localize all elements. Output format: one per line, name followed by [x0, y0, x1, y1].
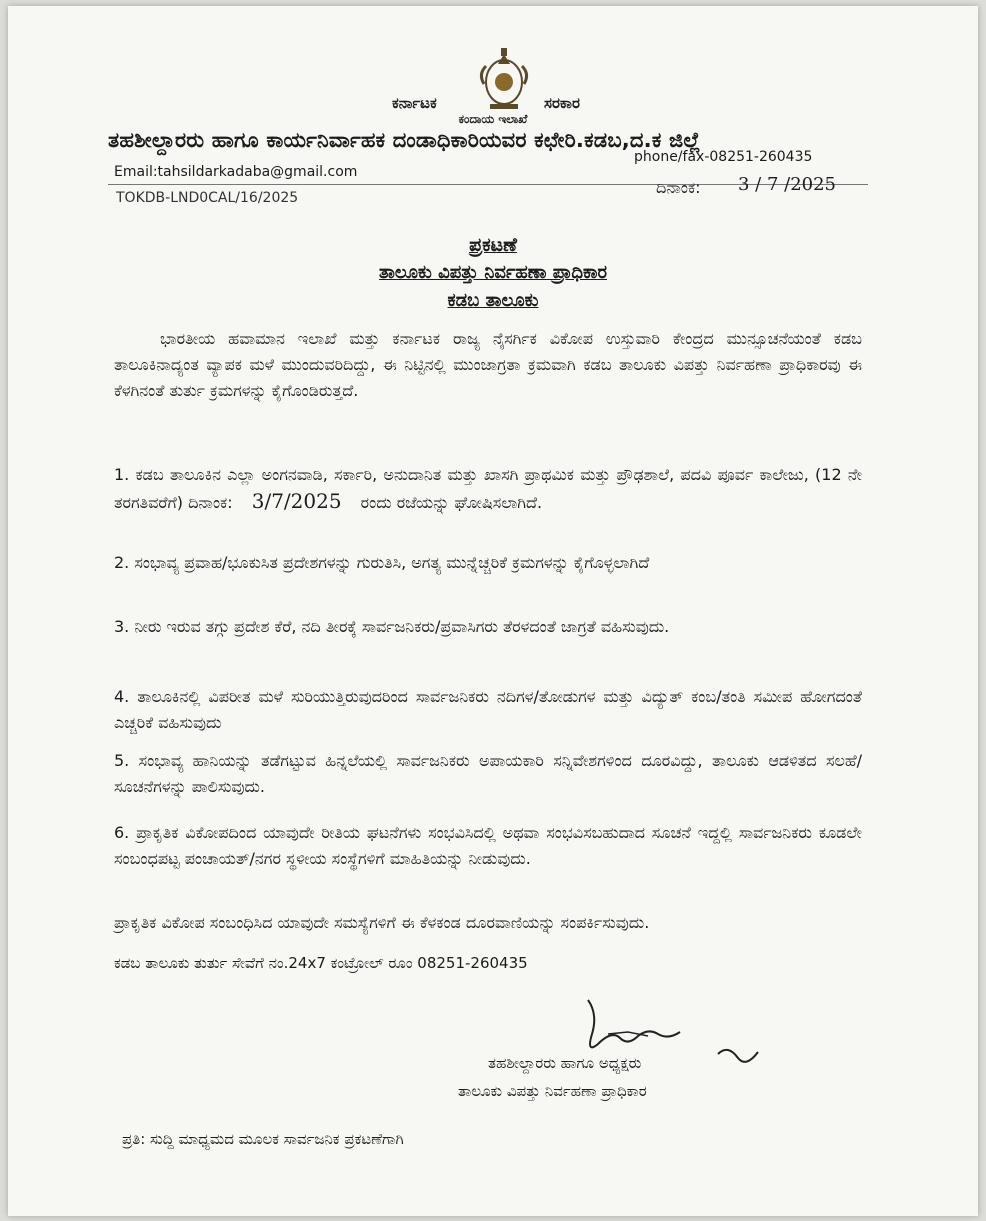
point-6: 6. ಪ್ರಾಕೃತಿಕ ವಿಕೋಪದಿಂದ ಯಾವುದೇ ರೀತಿಯ ಘಟನೆಗಳು ಸಂಭವಿಸಿದಲ್ಲಿ ಅಥವಾ ಸಂಭವಿಸಬಹುದಾದ ಸೂಚನೆ ಇದ್ದಲ್ಲಿ ಸಾರ್ವಜನಿಕರು ಕೂಡಲೇ ಸಂಬಂಧಪಟ್ಟ ಪಂಚಾಯತ್/ನಗರ ಸ್ಥಳೀಯ ಸಂಸ್ಥೆಗಳಿಗೆ ಮಾಹಿತಿಯನ್ನು ನೀಡುವುದು. [114, 823, 862, 868]
point-1-text: 1. ಕಡಬ ತಾಲೂಕಿನ ಎಲ್ಲಾ ಅಂಗನವಾಡಿ, ಸರ್ಕಾರಿ, ಅನುದಾನಿತ ಮತ್ತು ಖಾಸಗಿ ಪ್ರಾಥಮಿಕ ಮತ್ತು ಪ್ರೌಢಶಾಲೆ, ಪದವಿ ಪೂರ್ವ ಕಾಲೇಜು, (12 ನೇ ತರಗತಿವರೆಗೆ) ದಿನಾಂಕ: [114, 465, 862, 512]
government-label-left: ಕರ್ನಾಟಕ [392, 94, 437, 112]
point-1 [114, 462, 862, 516]
copy-to-note: ಪ್ರತಿ: ಸುದ್ದಿ ಮಾಧ್ಯಮದ ಮೂಲಕ ಸಾರ್ವಜನಿಕ ಪ್ರಕಟಣೆಗಾಗಿ [122, 1130, 404, 1148]
state-emblem-icon [474, 44, 534, 114]
intro-paragraph: ಭಾರತೀಯ ಹವಾಮಾನ ಇಲಾಖೆ ಮತ್ತು ಕರ್ನಾಟಕ ರಾಜ್ಯ ನೈಸರ್ಗಿಕ ವಿಕೋಪ ಉಸ್ತುವಾರಿ ಕೇಂದ್ರದ ಮುನ್ಸೂಚನೆಯಂತೆ ಕಡಬ ತಾಲೂಕಿನಾದ್ಯಂತ ವ್ಯಾಪಕ ಮಳೆ ಮುಂದುವರಿದಿದ್ದು, ಈ ನಿಟ್ಟಿನಲ್ಲಿ ಮುಂಜಾಗ್ರತಾ ಕ್ರಮವಾಗಿ ಕಡಬ ತಾಲೂಕು ವಿಪತ್ತು ನಿರ್ವಹಣಾ ಪ್ರಾಧಿಕಾರವು ಈ ಕೆಳಗಿನಂತೆ ತುರ್ತು ಕ್ರಮಗಳನ್ನು ಕೈಗೊಂಡಿರುತ್ತದೆ. [114, 329, 862, 400]
point-1-handwritten-date: 3/7/2025 [251, 489, 342, 513]
notice-title: ಪ್ರಕಟಣೆ [469, 234, 517, 256]
date-label: ದಿನಾಂಕ: [656, 178, 701, 197]
signatory-designation: ತಹಶೀಲ್ದಾರರು ಹಾಗೂ ಅಧ್ಯಕ್ಷರು [488, 1054, 642, 1072]
point-4: 4. ತಾಲೂಕಿನಲ್ಲಿ ವಿಪರೀತ ಮಳೆ ಸುರಿಯುತ್ತಿರುವುದರಿಂದ ಸಾರ್ವಜನಿಕರು ನದಿಗಳ/ತೋಡುಗಳ ಮತ್ತು ವಿದ್ಯುತ್ ಕಂಬ/ತಂತಿ ಸಮೀಪ ಹೋಗದಂತೆ ಎಚ್ಚರಿಕೆ ವಹಿಸುವುದು [114, 687, 862, 732]
document-sheet [8, 6, 978, 1216]
email-address[interactable]: Email:tahsildarkadaba@gmail.com [114, 164, 358, 180]
contact-paragraph: ಪ್ರಾಕೃತಿಕ ವಿಕೋಪ ಸಂಬಂಧಿಸಿದ ಯಾವುದೇ ಸಮಸ್ಯೆಗಳಿಗೆ ಈ ಕೆಳಕಂಡ ದೂರವಾಣಿಯನ್ನು ಸಂಪರ್ಕಿಸುವುದು. [114, 913, 650, 932]
taluk-title: ಕಡಬ ತಾಲೂಕು [447, 290, 539, 311]
control-room-number: ಕಡಬ ತಾಲೂಕು ತುರ್ತು ಸೇವೆಗೆ ನಂ.24x7 ಕಂಟ್ರೋಲ್ ರೂಂ 08251-260435 [114, 954, 528, 972]
phone-fax: phone/fax-08251-260435 [634, 149, 813, 165]
reference-number: TOKDB-LND0CAL/16/2025 [116, 190, 299, 206]
point-2: 2. ಸಂಭಾವ್ಯ ಪ್ರವಾಹ/ಭೂಕುಸಿತ ಪ್ರದೇಶಗಳನ್ನು ಗುರುತಿಸಿ, ಅಗತ್ಯ ಮುನ್ನೆಚ್ಚರಿಕೆ ಕ್ರಮಗಳನ್ನು ಕೈಗೊಳ್ಳಲಾಗಿದೆ [114, 553, 650, 572]
government-label-right: ಸರಕಾರ [544, 94, 580, 112]
date-value: 3 / 7 /2025 [738, 174, 837, 195]
office-name: ತಹಶೀಲ್ದಾರರು ಹಾಗೂ ಕಾರ್ಯನಿರ್ವಾಹಕ ದಂಡಾಧಿಕಾರಿಯವರ ಕಛೇರಿ.ಕಡಬ,ದ.ಕ ಜಿಲ್ಲೆ [108, 128, 701, 152]
point-3: 3. ನೀರು ಇರುವ ತಗ್ಗು ಪ್ರದೇಶ ಕೆರೆ, ನದಿ ತೀರಕ್ಕೆ ಸಾರ್ವಜನಿಕರು/ಪ್ರವಾಸಿಗರು ತೆರಳದಂತೆ ಜಾಗ್ರತೆ ವಹಿಸುವುದು. [114, 617, 670, 636]
signatory-authority: ತಾಲೂಕು ವಿಪತ್ತು ನಿರ್ವಹಣಾ ಪ್ರಾಧಿಕಾರ [458, 1082, 647, 1100]
point-5: 5. ಸಂಭಾವ್ಯ ಹಾನಿಯನ್ನು ತಡೆಗಟ್ಟುವ ಹಿನ್ನಲೆಯಲ್ಲಿ ಸಾರ್ವಜನಿಕರು ಅಪಾಯಕಾರಿ ಸನ್ನಿವೇಶಗಳಿಂದ ದೂರವಿದ್ದು, ತಾಲೂಕು ಆಡಳಿತದ ಸಲಹೆ/ಸೂಚನೆಗಳನ್ನು ಪಾಲಿಸುವುದು. [114, 751, 862, 796]
department-name: ಕಂದಾಯ ಇಲಾಖೆ [458, 112, 528, 126]
point-1-text-end: ರಂದು ರಜೆಯನ್ನು ಘೋಷಿಸಲಾಗಿದೆ. [360, 493, 543, 512]
authority-title: ತಾಲೂಕು ವಿಪತ್ತು ನಿರ್ವಹಣಾ ಪ್ರಾಧಿಕಾರ [379, 262, 607, 283]
